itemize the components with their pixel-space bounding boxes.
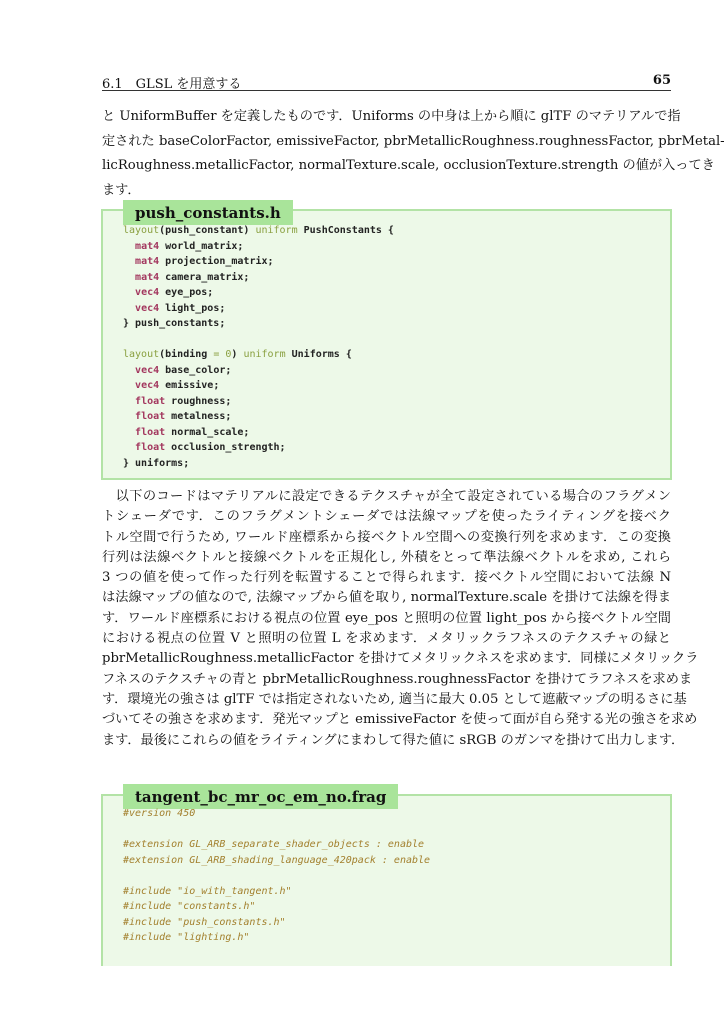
text-line: 定された baseColorFactor, emissiveFactor, pbrMetallicRoughness.roughnessFactor, pbrMetal- <box>102 133 725 149</box>
code-token <box>123 380 135 391</box>
text-line: における視点の位置 V と照明の位置 L を求めます．メタリックラフネスのテクスチャの緑と <box>102 631 671 647</box>
text-line: 3 つの値を使って作った行列を転置することで得られます．接ベクトル空間において法線 N <box>102 570 671 586</box>
code-token <box>123 241 135 252</box>
text-line: は法線マップの値なので, 法線マップから値を取り, normalTexture.scale を掛けて法線を得ま <box>102 590 671 606</box>
code-line <box>123 915 430 931</box>
code-token: occlusion_strength; <box>165 442 286 453</box>
code-line <box>123 316 394 332</box>
code-token: vec4 <box>135 380 160 391</box>
code-token: mat4 <box>135 256 160 267</box>
code-token <box>123 303 135 314</box>
code-token: camera_matrix; <box>159 271 250 283</box>
code-token: layout <box>123 349 160 360</box>
section-title: 6.1 GLSL を用意する <box>102 77 242 92</box>
code-token: uniform <box>243 349 286 360</box>
code-token: projection_matrix; <box>159 256 274 267</box>
listing-title: push_constants.h <box>123 200 293 225</box>
page-number: 65 <box>652 73 671 88</box>
code-token: metalness; <box>165 411 232 422</box>
body-paragraph <box>102 487 699 751</box>
code-token: #extension GL_ARB_shading_language_420pack : enable <box>123 854 431 866</box>
text-line: と UniformBuffer を定義したものです．Uniforms の中身は上から順に glTF のマテリアルで指 <box>102 109 681 124</box>
code-token: layout <box>123 225 160 236</box>
code-token: vec4 <box>135 302 160 314</box>
code-token: ) <box>231 349 244 360</box>
code-listing-fragment-shader <box>101 788 672 966</box>
code-line <box>123 930 430 946</box>
code-line <box>123 440 394 456</box>
code-line <box>123 394 394 410</box>
code-token: eye_pos; <box>159 287 214 298</box>
code-token: Uniforms { <box>285 349 352 360</box>
code-token: mat4 <box>135 240 160 252</box>
code-line <box>123 822 430 838</box>
code-token <box>123 334 129 345</box>
text-line: づいてその強さを求めます．発光マップと emissiveFactor を使って面が自ら発する光の強さを求め <box>102 712 698 728</box>
code-line <box>123 425 394 441</box>
code-token: #include "io_with_tangent.h" <box>123 885 292 897</box>
code-listing-push-constants <box>101 204 672 480</box>
code-line <box>123 223 394 239</box>
code-token: vec4 <box>135 287 160 298</box>
code-token: (push_constant) <box>159 225 256 236</box>
code-line <box>123 254 394 270</box>
code-token <box>123 427 135 438</box>
code-token <box>123 287 135 298</box>
code-token: base_color; <box>159 364 232 376</box>
code-token: vec4 <box>135 364 160 376</box>
code-token: 0 <box>225 349 232 360</box>
code-line <box>123 363 394 379</box>
code-line <box>123 285 394 301</box>
code-block <box>123 223 394 471</box>
code-line <box>123 456 394 472</box>
code-line <box>123 332 394 348</box>
code-token: float <box>135 442 166 453</box>
code-token: mat4 <box>135 271 160 283</box>
text-line: 以下のコードはマテリアルに設定できるテクスチャが全て設定されている場合のフラグメン <box>102 489 671 504</box>
code-token <box>123 272 135 283</box>
code-line <box>123 837 430 853</box>
code-token: = <box>213 349 220 360</box>
code-token <box>123 396 135 407</box>
code-block <box>123 806 430 946</box>
text-line: す．環境光の強さは glTF では指定されないため, 適当に最大 0.05 として遮蔽マップの明るさに基 <box>102 691 687 707</box>
text-line: 行列は法線ベクトルと接線ベクトルを正規化し, 外積をとって準法線ベクトルを求め, これら <box>102 549 671 565</box>
code-line <box>123 378 394 394</box>
code-line <box>123 853 430 869</box>
code-token <box>123 870 129 881</box>
code-token: float <box>135 426 166 438</box>
intro-paragraph <box>102 105 725 203</box>
code-line <box>123 868 430 884</box>
running-header <box>102 73 671 91</box>
code-line <box>123 899 430 915</box>
code-token <box>123 824 129 835</box>
code-token: emissive; <box>159 380 220 391</box>
code-line <box>123 884 430 900</box>
code-token <box>123 411 135 422</box>
text-line: ます．最後にこれらの値をライティングにまわして得た値に sRGB のガンマを掛けて出力します． <box>102 732 685 748</box>
code-token: roughness; <box>165 395 232 407</box>
code-line <box>123 270 394 286</box>
text-line: トル空間で行うため, ワールド座標系から接ベクトル空間への変換行列を求めます．この変換 <box>102 529 671 545</box>
code-token <box>123 256 135 267</box>
code-token: world_matrix; <box>159 240 244 252</box>
code-token: #version 450 <box>123 808 196 819</box>
code-token <box>123 365 135 376</box>
code-token: #include "constants.h" <box>123 901 256 912</box>
code-token: light_pos; <box>159 302 226 314</box>
listing-title: tangent_bc_mr_oc_em_no.frag <box>123 784 398 809</box>
code-token: normal_scale; <box>165 426 250 438</box>
code-token: #include "push_constants.h" <box>123 916 286 928</box>
text-line: す．ワールド座標系における視点の位置 eye_pos と照明の位置 light_pos から接ベクトル空間 <box>102 610 671 626</box>
code-token: uniform <box>255 225 298 236</box>
code-line <box>123 347 394 363</box>
text-line: フネスのテクスチャの青と pbrMetallicRoughness.roughnessFactor を掛けてラフネスを求めま <box>102 671 693 687</box>
code-token: PushConstants { <box>297 225 394 236</box>
text-line: ます． <box>102 182 141 198</box>
text-line: pbrMetallicRoughness.metallicFactor を掛けてメタリックネスを求めます．同様にメタリックラ <box>102 651 699 667</box>
code-line <box>123 806 430 822</box>
code-token: } push_constants; <box>123 318 226 329</box>
code-token: } uniforms; <box>123 457 190 469</box>
code-line <box>123 409 394 425</box>
code-token: #include "lighting.h" <box>123 932 250 943</box>
code-line <box>123 239 394 255</box>
code-token <box>123 442 135 453</box>
code-token: float <box>135 411 166 422</box>
code-line <box>123 301 394 317</box>
text-line: licRoughness.metallicFactor, normalTexture.scale, occlusionTexture.strength の値が入ってき <box>102 158 715 173</box>
code-token: float <box>135 395 166 407</box>
text-line: トシェーダです．このフラグメントシェーダでは法線マップを使ったライティングを接ベク <box>102 509 671 525</box>
code-token: (binding <box>159 349 214 360</box>
code-token: #extension GL_ARB_separate_shader_objects : enable <box>123 839 425 850</box>
